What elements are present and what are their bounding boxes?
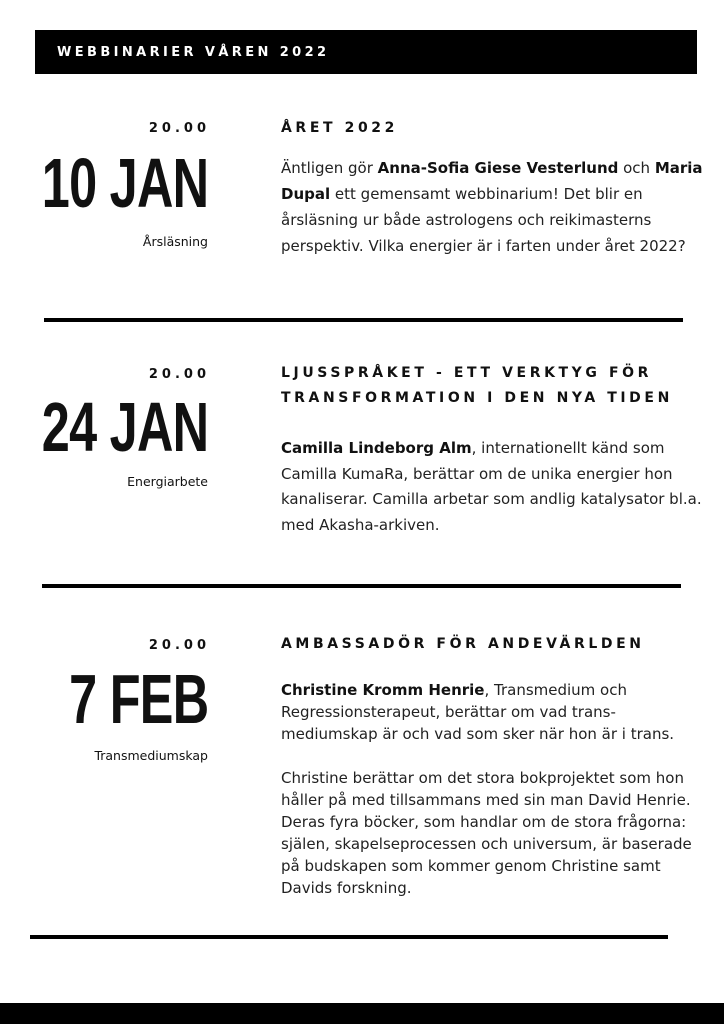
- event-description: [281, 436, 706, 538]
- event-title: LJUSSPRÅKET - ETT VERKTYG FÖR TRANSFORMATION I DEN NYA TIDEN: [281, 365, 673, 406]
- event-description: [281, 155, 706, 259]
- description-text: ett gemensamt webbinarium! Det blir en årsläsning ur både astrologens och reikimasterns perspektiv. Vilka energier är i farten under året 2022?: [281, 185, 686, 255]
- footer-bar: [0, 1003, 724, 1024]
- event-category: Transmediumskap: [94, 748, 208, 763]
- speaker-name: Maria Dupal: [281, 159, 703, 203]
- description-text: Äntligen gör: [281, 159, 378, 177]
- speaker-name: Christine Kromm Henrie: [281, 681, 485, 699]
- description-paragraph: [281, 679, 706, 745]
- event-date: 7 FEB: [68, 660, 208, 738]
- event-time: 20.00: [148, 638, 210, 653]
- event-category: Energiarbete: [127, 474, 208, 489]
- description-paragraph: [281, 155, 706, 259]
- event-title: AMBASSADÖR FÖR ANDEVÄRLDEN: [281, 636, 645, 652]
- event-time: 20.00: [148, 121, 210, 136]
- description-text: Christine berättar om det stora bokprojektet som hon håller på med tillsammans med sin man David Henrie. Deras fyra böcker, som handlar om de stora frågorna: själen, skapelseprocessen och universum, är baserade på budskapen som kommer genom Christine samt Davids forskning.: [281, 769, 692, 897]
- event-date: 10 JAN: [41, 144, 208, 222]
- event-category: Årsläsning: [142, 234, 208, 249]
- header-bar: [35, 30, 697, 74]
- event-time: 20.00: [148, 367, 210, 382]
- event-title: ÅRET 2022: [281, 120, 398, 136]
- event-description: [281, 679, 706, 899]
- divider: [42, 584, 681, 588]
- speaker-name: Anna-Sofia Giese Vesterlund: [377, 159, 619, 177]
- description-paragraph: [281, 436, 706, 538]
- description-paragraph: [281, 767, 706, 899]
- description-text: , Transmedium och Regressionsterapeut, berättar om vad trans-mediumskap är och vad som sker när hon är i trans.: [281, 681, 675, 743]
- description-text: , internationellt känd som Camilla KumaRa, berättar om de unika energier hon kanaliserar. Camilla arbetar som andlig katalysator bl.a. med Akasha-arkiven.: [281, 439, 702, 534]
- speaker-name: Camilla Lindeborg Alm: [281, 439, 472, 457]
- divider: [44, 318, 683, 322]
- divider: [30, 935, 668, 939]
- event-date: 24 JAN: [41, 388, 208, 466]
- description-text: och: [618, 159, 655, 177]
- header-title: WEBBINARIER VÅREN 2022: [57, 44, 330, 60]
